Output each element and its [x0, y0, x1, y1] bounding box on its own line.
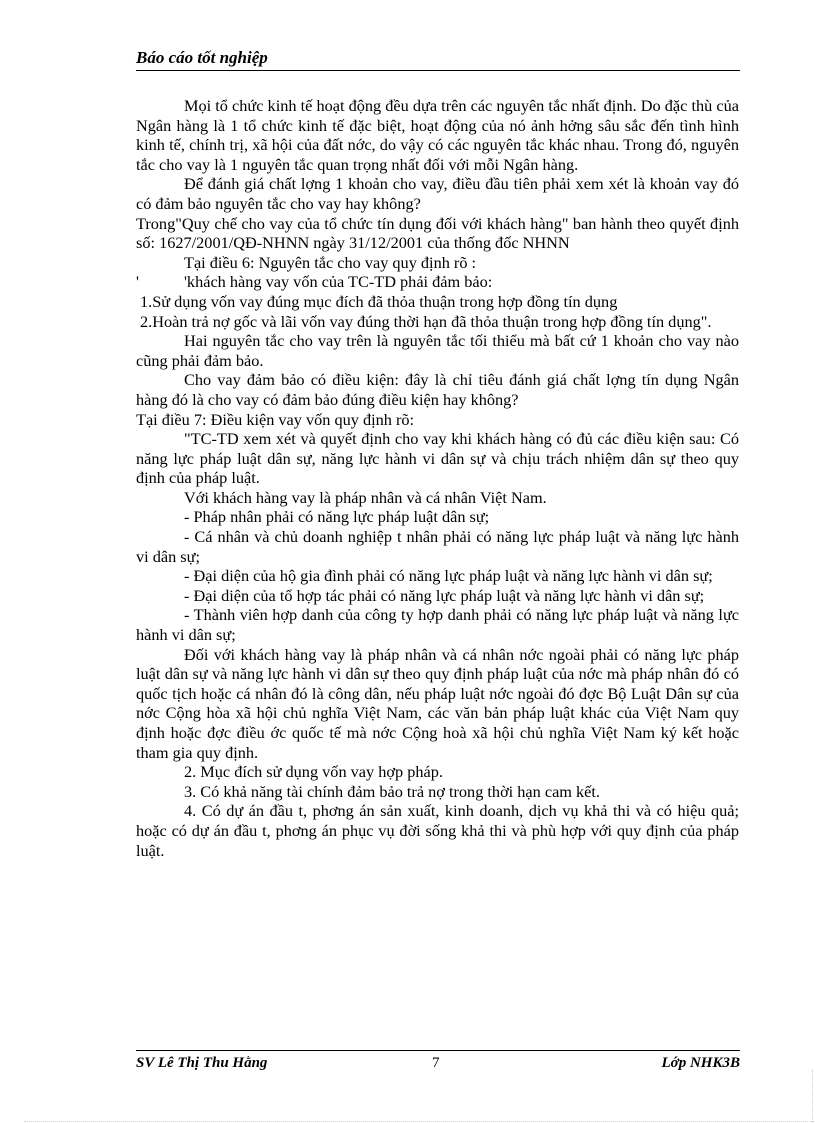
- list-item: - Cá nhân và chủ doanh nghiệp t nhân phải có năng lực pháp luật và năng lực hành vi dân sự;: [136, 527, 739, 566]
- footer-student-name: SV Lê Thị Thu Hằng: [136, 1055, 268, 1071]
- paragraph: Tại điều 7: Điều kiện vay vốn quy định rõ:: [136, 409, 415, 429]
- list-item: 2. Mục đích sử dụng vốn vay hợp pháp.: [184, 762, 443, 782]
- paragraph: 'khách hàng vay vốn của TC-TD phải đảm bảo:: [184, 272, 493, 292]
- document-footer: [136, 1055, 740, 1077]
- paragraph: Hai nguyên tắc cho vay trên là nguyên tắc tối thiểu mà bất cứ 1 khoản cho vay nào cũng phải đảm bảo.: [136, 331, 739, 370]
- page-edge-dotted-line-vertical: [812, 1070, 813, 1122]
- paragraph: 2.Hoàn trả nợ gốc và lãi vốn vay đúng thời hạn đã thỏa thuận trong hợp đồng tín dụng".: [140, 311, 712, 331]
- paragraph: 1.Sử dụng vốn vay đúng mục đích đã thỏa thuận trong hợp đồng tín dụng: [140, 291, 618, 311]
- paragraph: Với khách hàng vay là pháp nhân và cá nhân Việt Nam.: [184, 487, 547, 507]
- list-item: - Đại diện của hộ gia đình phải có năng lực pháp luật và năng lực hành vi dân sự;: [184, 566, 713, 586]
- page-number: 7: [432, 1055, 440, 1071]
- paragraph: Đối với khách hàng vay là pháp nhân và cá nhân nớc ngoài phải có năng lực pháp luật dân sự và năng lực hành vi dân sự theo quy định pháp luật của nớc mà pháp nhân đó có quốc tịch hoặc cá nhân đó là công dân, nếu pháp luật nớc ngoài đó đợc Bộ Luật Dân sự của nớc Cộng hòa xã hội chủ nghĩa Việt Nam, các văn bản pháp luật khác của Việt Nam quy định hoặc đợc điều ớc quốc tế mà nớc Cộng hoà xã hội chủ nghĩa Việt Nam ký kết hoặc tham gia quy định.: [136, 644, 739, 762]
- list-item: - Pháp nhân phải có năng lực pháp luật dân sự;: [184, 507, 490, 527]
- quote-line: [136, 272, 739, 292]
- quote-mark: ': [136, 272, 139, 292]
- paragraph: Cho vay đảm bảo có điều kiện: đây là chỉ tiêu đánh giá chất lợng tín dụng Ngân hàng đó là cho vay có đảm bảo đúng điều kiện hay không?: [136, 370, 739, 409]
- page-edge-dotted-line: [24, 1121, 814, 1122]
- paragraph: Tại điều 6: Nguyên tắc cho vay quy định rõ :: [184, 252, 477, 272]
- list-item: - Thành viên hợp danh của công ty hợp danh phải có năng lực pháp luật và năng lực hành vi dân sự;: [136, 605, 739, 645]
- paragraph: Để đánh giá chất lợng 1 khoản cho vay, điều đầu tiên phải xem xét là khoản vay đó có đảm bảo nguyên tắc cho vay hay không?: [136, 174, 739, 213]
- footer-class: Lớp NHK3B: [661, 1055, 740, 1071]
- footer-divider: [136, 1050, 740, 1051]
- document-body: [136, 96, 739, 860]
- paragraph: "TC-TD xem xét và quyết định cho vay khi khách hàng có đủ các điều kiện sau: Có năng lực pháp luật dân sự, năng lực hành vi dân sự và chịu trách nhiệm dân sự theo quy định của pháp luật.: [136, 429, 739, 488]
- header-divider: [136, 70, 740, 71]
- list-item: - Đại diện của tổ hợp tác phải có năng lực pháp luật và năng lực hành vi dân sự;: [184, 585, 705, 605]
- document-header-title: Báo cáo tốt nghiệp: [136, 48, 268, 67]
- paragraph: Mọi tổ chức kinh tế hoạt động đều dựa trên các nguyên tắc nhất định. Do đặc thù của Ngân hàng là 1 tổ chức kinh tế đặc biệt, hoạt động của nó ảnh hởng sâu sắc đến tình hình kinh tế, chính trị, xã hội của đất nớc, do vậy có các nguyên tắc khác nhau. Trong đó, nguyên tắc cho vay là 1 nguyên tắc quan trọng nhất đối với mỗi Ngân hàng.: [136, 96, 739, 174]
- list-item: 3. Có khả năng tài chính đảm bảo trả nợ trong thời hạn cam kết.: [184, 781, 601, 801]
- list-item: 4. Có dự án đầu t, phơng án sản xuất, kinh doanh, dịch vụ khả thi và có hiệu quả; hoặc có dự án đầu t, phơng án phục vụ đời sống khả thi và phù hợp với quy định của pháp luật.: [136, 801, 739, 860]
- paragraph: Trong"Quy chế cho vay của tổ chức tín dụng đối với khách hàng" ban hành theo quyết định số: 1627/2001/QĐ-NHNN ngày 31/12/2001 của thống đốc NHNN: [136, 213, 739, 253]
